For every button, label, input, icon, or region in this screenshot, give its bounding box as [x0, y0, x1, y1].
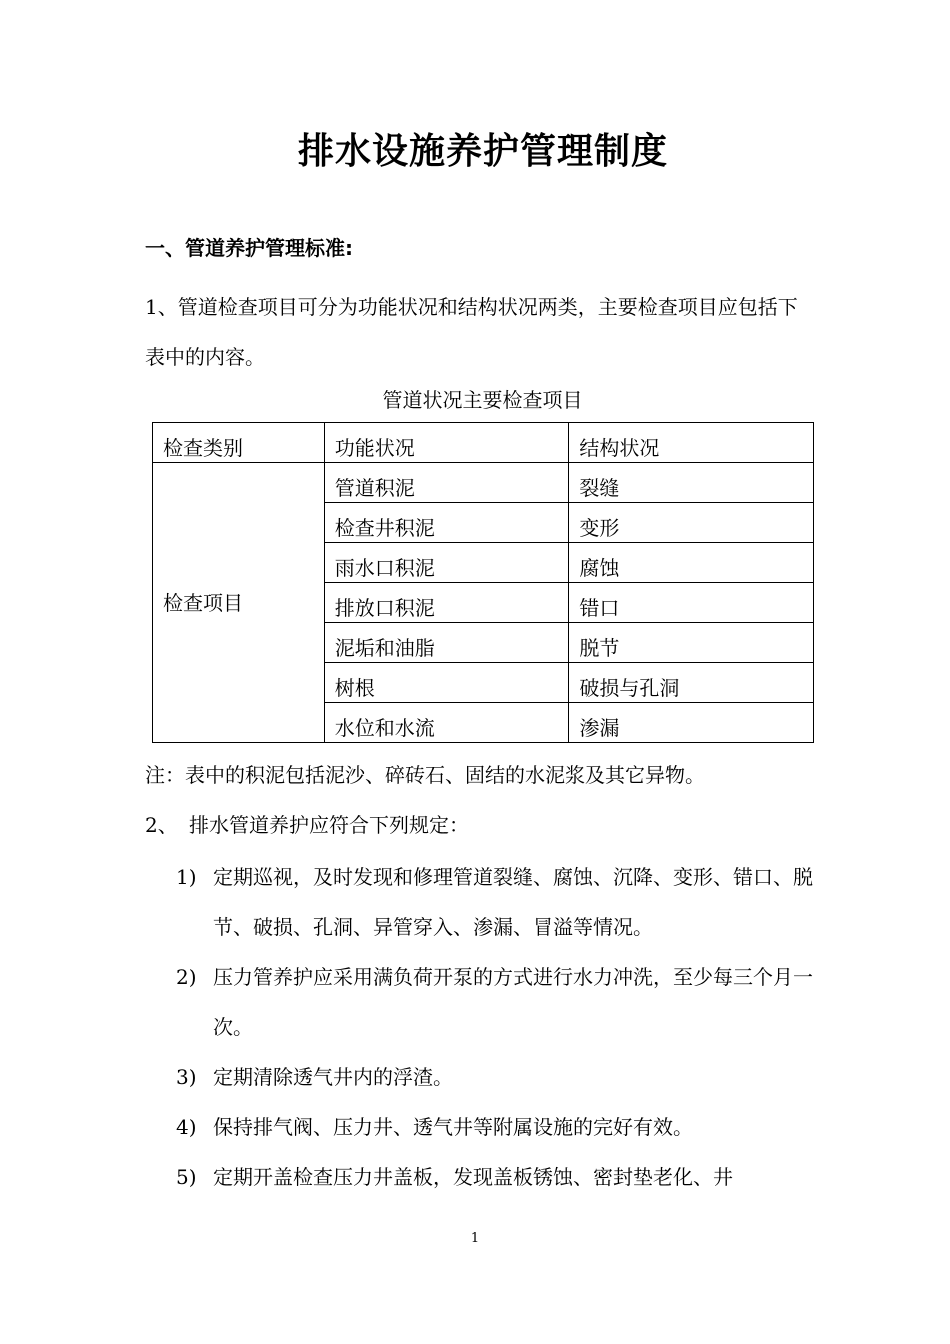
- table-cell-structural: 裂缝: [569, 463, 814, 503]
- sub-list-text: 保持排气阀、压力井、透气井等附属设施的完好有效。: [213, 1115, 693, 1139]
- table-cell-functional: 雨水口积泥: [324, 543, 569, 583]
- table-cell-structural: 渗漏: [569, 703, 814, 743]
- list-item-number: 2、: [145, 813, 178, 837]
- sub-list-item: [176, 1052, 816, 1102]
- sub-list-number: 2): [176, 965, 197, 989]
- sub-list-item: [176, 952, 816, 1052]
- table-cell-structural: 脱节: [569, 623, 814, 663]
- table-cell-functional: 检查井积泥: [324, 503, 569, 543]
- inspection-table: [152, 422, 814, 743]
- sub-list-number: 4): [176, 1115, 197, 1139]
- list-item-2: [145, 810, 469, 840]
- section-heading: 一、管道养护管理标准:: [145, 236, 353, 260]
- table-row-label: 检查项目: [153, 463, 325, 743]
- table-cell-functional: 管道积泥: [324, 463, 569, 503]
- table-cell-structural: 错口: [569, 583, 814, 623]
- table-header-cell: 检查类别: [153, 423, 325, 463]
- sub-list-number: 3): [176, 1065, 197, 1089]
- list-item-text: 排水管道养护应符合下列规定：: [189, 813, 469, 837]
- table-cell-functional: 水位和水流: [324, 703, 569, 743]
- sub-list-text: 定期巡视，及时发现和修理管道裂缝、腐蚀、沉降、变形、错口、脱节、破损、孔洞、异管穿入、渗漏、冒溢等情况。: [213, 865, 813, 939]
- sub-list-text: 定期清除透气井内的浮渣。: [213, 1065, 453, 1089]
- table-header-cell: 结构状况: [569, 423, 814, 463]
- sub-list-text: 定期开盖检查压力井盖板，发现盖板锈蚀、密封垫老化、井: [213, 1165, 733, 1189]
- sub-list-text: 压力管养护应采用满负荷开泵的方式进行水力冲洗，至少每三个月一次。: [213, 965, 813, 1039]
- table-cell-functional: 树根: [324, 663, 569, 703]
- sub-list-number: 5): [176, 1165, 197, 1189]
- sub-list-item: [176, 1152, 816, 1202]
- table-cell-structural: 变形: [569, 503, 814, 543]
- page-number: 1: [470, 1231, 480, 1246]
- table-note: 注：表中的积泥包括泥沙、碎砖石、固结的水泥浆及其它异物。: [145, 763, 705, 787]
- sub-list-item: [176, 852, 816, 952]
- paragraph-1: 1、管道检查项目可分为功能状况和结构状况两类，主要检查项目应包括下表中的内容。: [145, 295, 798, 369]
- document-title: 排水设施养护管理制度: [297, 131, 668, 172]
- table-header-cell: 功能状况: [324, 423, 569, 463]
- table-cell-functional: 排放口积泥: [324, 583, 569, 623]
- table-cell-functional: 泥垢和油脂: [324, 623, 569, 663]
- table-row: [153, 463, 814, 503]
- table-cell-structural: 破损与孔洞: [569, 663, 814, 703]
- table-caption: 管道状况主要检查项目: [382, 388, 583, 412]
- table-header-row: [153, 423, 814, 463]
- table-cell-structural: 腐蚀: [569, 543, 814, 583]
- sub-list-number: 1): [176, 865, 197, 889]
- sub-list-item: [176, 1102, 816, 1152]
